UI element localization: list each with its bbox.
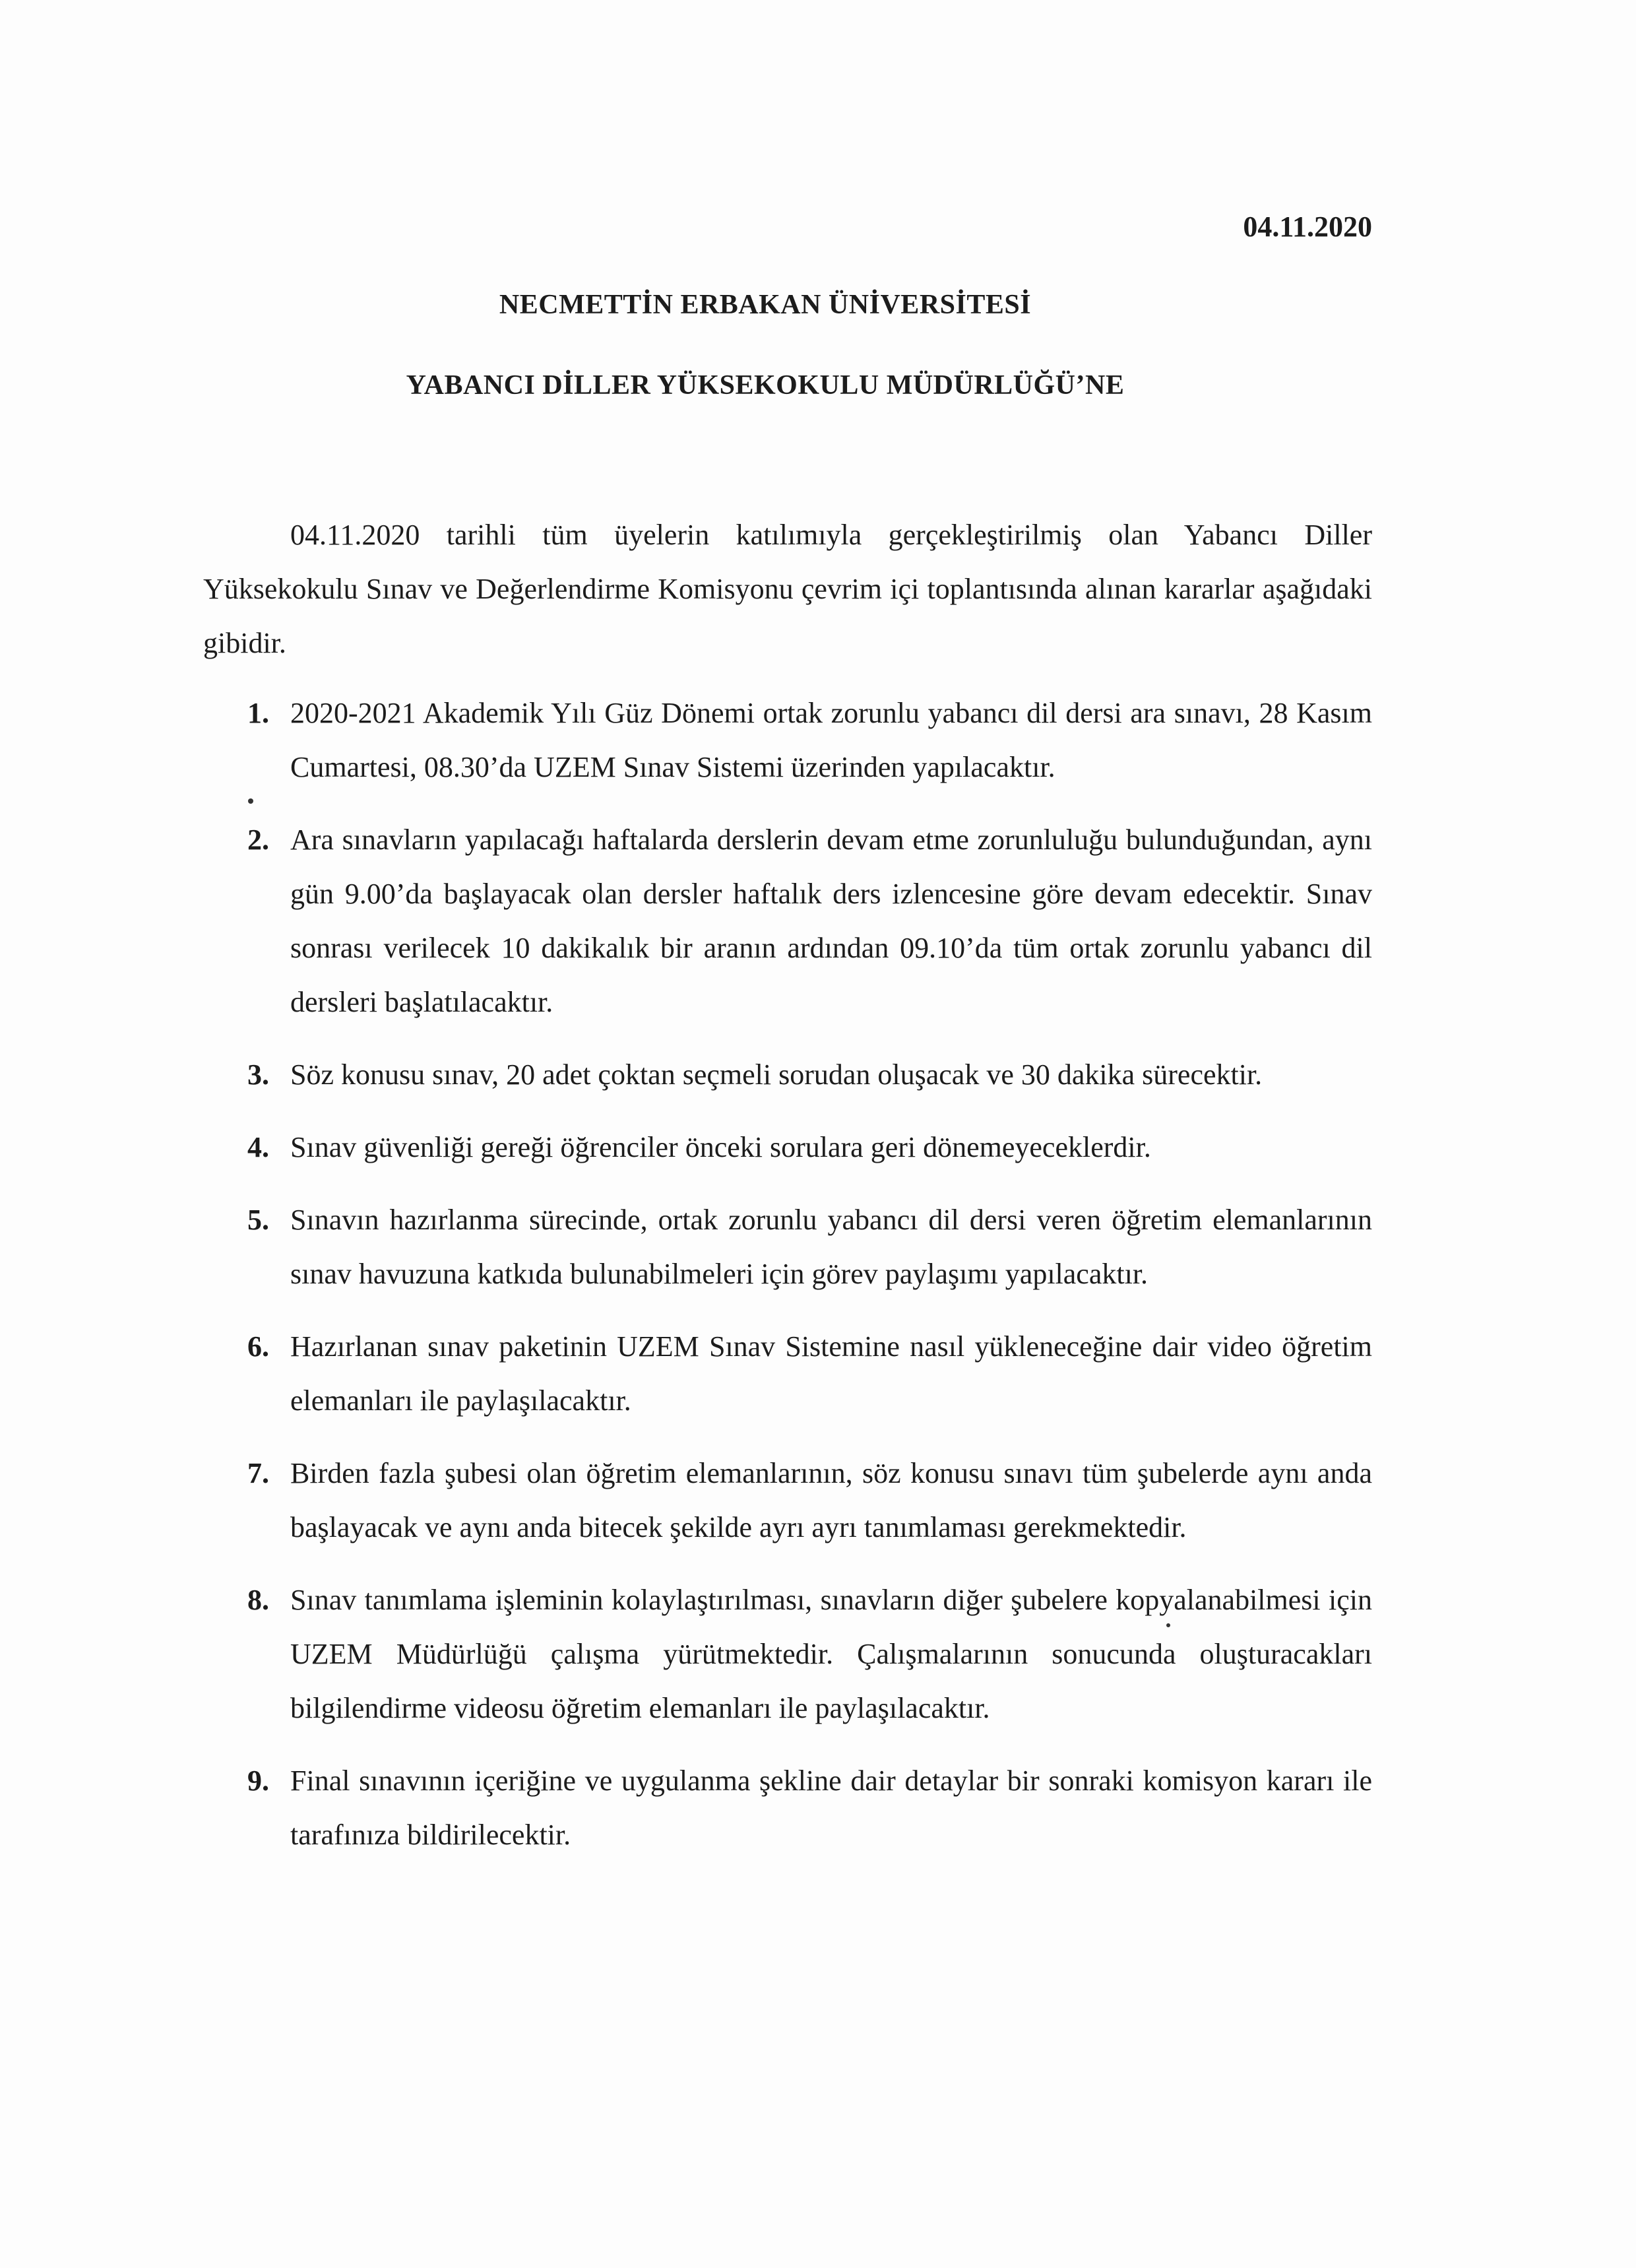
decision-list	[247, 686, 1372, 1881]
scan-speck	[1166, 1623, 1170, 1627]
list-item	[247, 686, 1372, 794]
item-text: Sınav güvenliği gereği öğrenciler önceki sorulara geri dönemeyeceklerdir.	[290, 1131, 1151, 1163]
item-number: 5.	[247, 1204, 269, 1236]
item-text: 2020-2021 Akademik Yılı Güz Dönemi ortak zorunlu yabancı dil dersi ara sınavı, 28 Kasım Cumartesi, 08.30’da UZEM Sınav Sistemi üzerinden yapılacaktır.	[290, 697, 1372, 783]
list-item	[247, 1573, 1372, 1735]
addressee-university: NECMETTİN ERBAKAN ÜNİVERSİTESİ	[499, 290, 1032, 320]
intro-paragraph: 04.11.2020 tarihli tüm üyelerin katılımıyla gerçekleştirilmiş olan Yabancı Diller Yüksekokulu Sınav ve Değerlendirme Komisyonu çevrim içi toplantısında alınan kararlar aşağıdaki gibidir.	[203, 519, 1372, 659]
list-item	[247, 1754, 1372, 1862]
item-text: Ara sınavların yapılacağı haftalarda derslerin devam etme zorunluluğu bulunduğundan, aynı gün 9.00’da başlayacak olan dersler haftalık ders izlencesine göre devam edecektir. Sınav sonrası verilecek 10 dakikalık bir aranın ardından 09.10’da tüm ortak zorunlu yabancı dil dersleri başlatılacaktır.	[290, 824, 1372, 1018]
item-number: 6.	[247, 1330, 269, 1363]
list-item	[247, 1048, 1372, 1102]
item-text: Hazırlanan sınav paketinin UZEM Sınav Sistemine nasıl yükleneceğine dair video öğretim elemanları ile paylaşılacaktır.	[290, 1330, 1372, 1417]
item-number: 8.	[247, 1584, 269, 1616]
list-item	[247, 1193, 1372, 1301]
addressee-school: YABANCI DİLLER YÜKSEKOKULU MÜDÜRLÜĞÜ’NE	[406, 370, 1125, 401]
item-text: Söz konusu sınav, 20 adet çoktan seçmeli sorudan oluşacak ve 30 dakika sürecektir.	[290, 1058, 1263, 1091]
list-item	[247, 1446, 1372, 1555]
item-text: Birden fazla şubesi olan öğretim elemanlarının, söz konusu sınavı tüm şubelerde aynı anda başlayacak ve aynı anda bitecek şekilde ayrı ayrı tanımlaması gerekmektedir.	[290, 1457, 1372, 1543]
list-item	[247, 1120, 1372, 1175]
item-text: Sınavın hazırlanma sürecinde, ortak zorunlu yabancı dil dersi veren öğretim elemanlarının sınav havuzuna katkıda bulunabilmeleri için görev paylaşımı yapılacaktır.	[290, 1204, 1372, 1290]
list-item	[247, 813, 1372, 1029]
scan-speck	[248, 798, 253, 804]
item-number: 4.	[247, 1131, 269, 1163]
item-number: 1.	[247, 697, 269, 729]
item-number: 2.	[247, 824, 269, 856]
item-text: Final sınavının içeriğine ve uygulanma şekline dair detaylar bir sonraki komisyon kararı ile tarafınıza bildirilecektir.	[290, 1765, 1372, 1851]
item-number: 7.	[247, 1457, 269, 1489]
item-text: Sınav tanımlama işleminin kolaylaştırılması, sınavların diğer şubelere kopyalanabilmesi için UZEM Müdürlüğü çalışma yürütmektedir. Çalışmalarının sonucunda oluşturacakları bilgilendirme videosu öğretim elemanları ile paylaşılacaktır.	[290, 1584, 1372, 1724]
item-number: 3.	[247, 1058, 269, 1091]
item-number: 9.	[247, 1765, 269, 1797]
document-date: 04.11.2020	[1243, 211, 1372, 243]
list-item	[247, 1320, 1372, 1428]
